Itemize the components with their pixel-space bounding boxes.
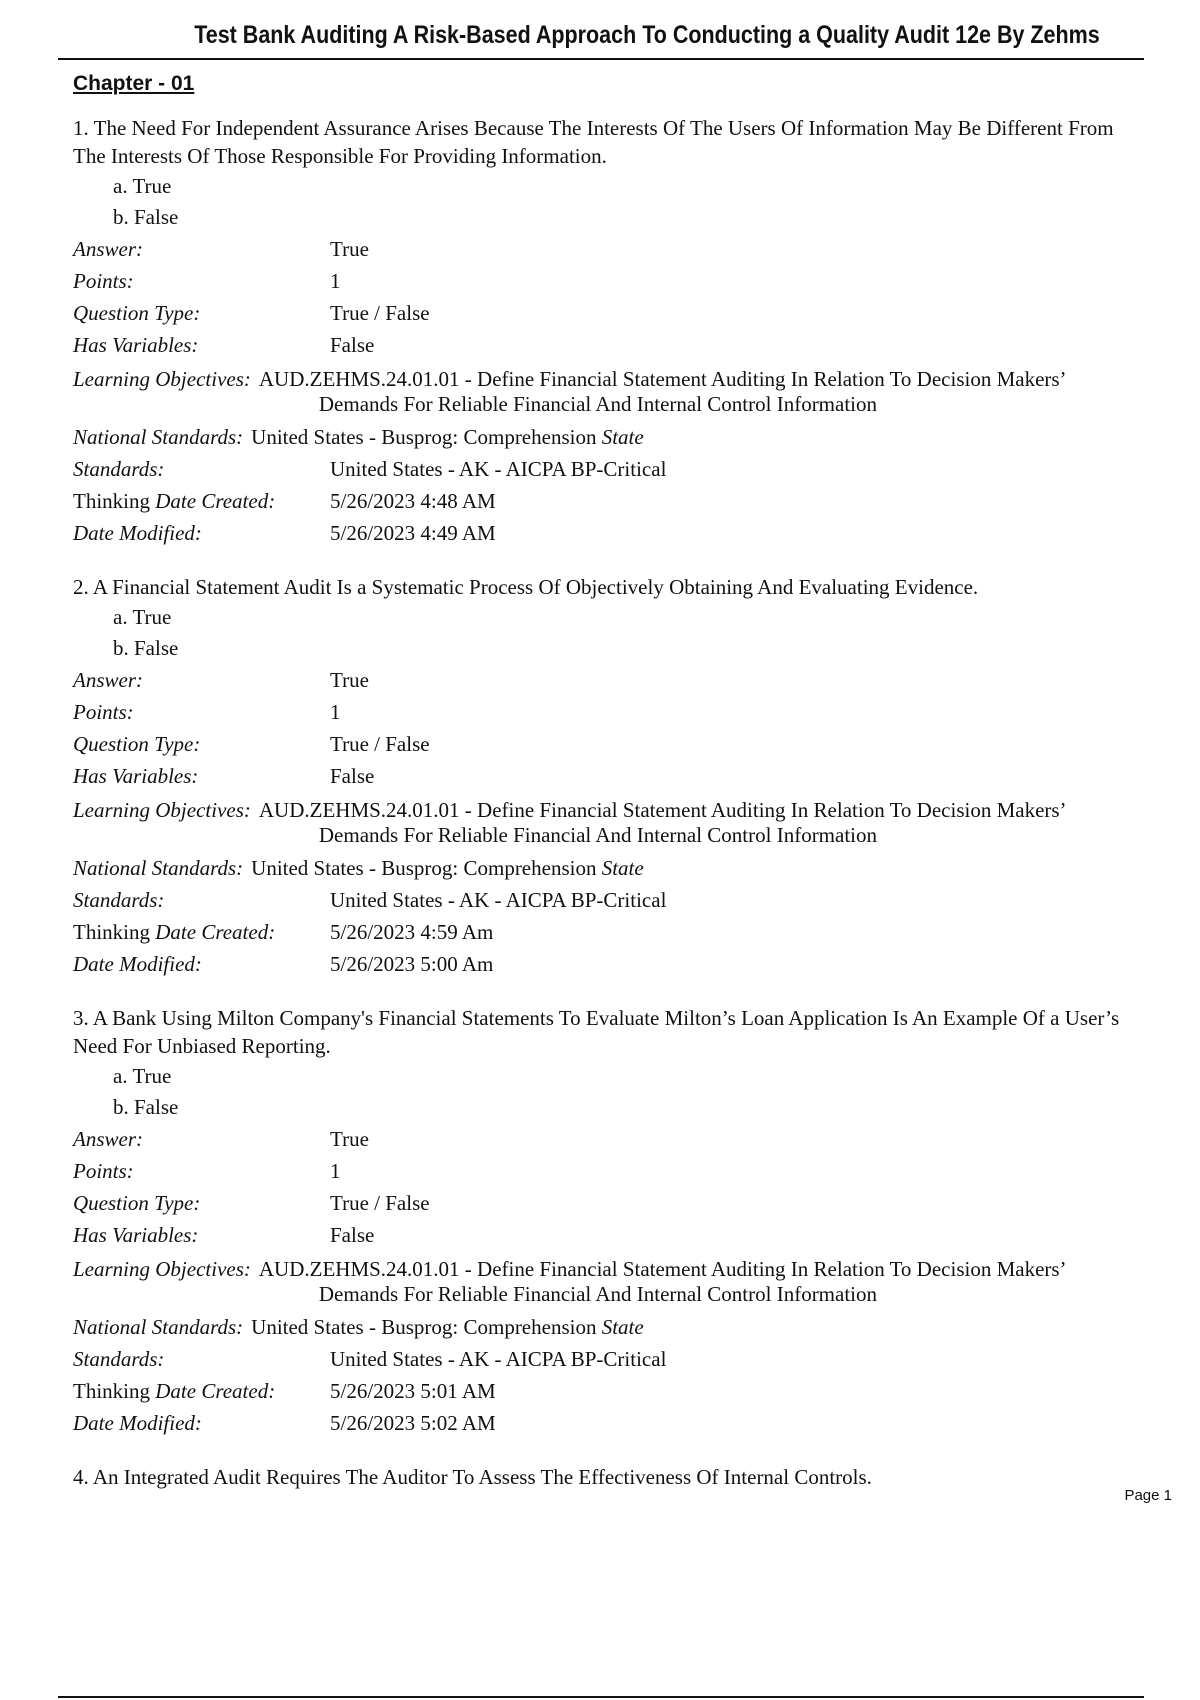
standards-row <box>73 886 1133 918</box>
thinking-label: Thinking <box>73 489 150 513</box>
standards-value: United States - AK - AICPA BP-Critical <box>330 457 667 481</box>
answer-value: True <box>330 1127 369 1151</box>
points-row <box>73 698 1133 730</box>
answer-choices <box>113 602 1133 664</box>
learning-objective-line-1: AUD.ZEHMS.24.01.01 - Define Financial Statement Auditing In Relation To Decision Makers’ <box>258 367 1067 391</box>
page-number: Page 1 <box>1124 1487 1172 1504</box>
answer-label: Answer: <box>73 1127 143 1151</box>
state-label: State <box>601 856 644 880</box>
answer-row <box>73 235 1133 267</box>
question-list <box>73 114 1133 1513</box>
date-created-row <box>73 1377 1133 1409</box>
chapter-heading: Chapter - 01 <box>73 72 195 95</box>
choice-a: a. True <box>113 1064 172 1088</box>
date-modified-value: 5/26/2023 5:02 AM <box>330 1411 496 1435</box>
points-value: 1 <box>330 269 341 293</box>
learning-objectives-value <box>259 1257 1133 1307</box>
choice-b: b. False <box>113 205 179 229</box>
date-modified-value: 5/26/2023 4:49 AM <box>330 521 496 545</box>
date-created-label: Date Created: <box>155 920 276 944</box>
date-modified-label: Date Modified: <box>73 1411 202 1435</box>
choice-b: b. False <box>113 1095 179 1119</box>
points-label: Points: <box>73 269 134 293</box>
date-modified-row <box>73 1409 1133 1441</box>
learning-objectives-label: Learning Objectives: <box>73 1257 251 1281</box>
footer-rule <box>58 1696 1144 1698</box>
standards-label: Standards: <box>73 1347 165 1371</box>
date-modified-value: 5/26/2023 5:00 Am <box>330 952 494 976</box>
points-row <box>73 1157 1133 1189</box>
answer-value: True <box>330 668 369 692</box>
national-standards-label: National Standards: <box>73 856 244 880</box>
national-standards-value: United States - Busprog: Comprehension <box>251 425 597 449</box>
date-created-label-wrap <box>73 487 330 515</box>
learning-objective-line-2: Demands For Reliable Financial And Internal Control Information <box>318 1282 878 1306</box>
choice-a: a. True <box>113 174 172 198</box>
state-label: State <box>601 425 644 449</box>
date-modified-label: Date Modified: <box>73 952 202 976</box>
date-created-label: Date Created: <box>155 1379 276 1403</box>
points-label: Points: <box>73 700 134 724</box>
date-created-value: 5/26/2023 4:48 AM <box>330 489 496 513</box>
date-created-value: 5/26/2023 4:59 Am <box>330 920 494 944</box>
question-text: 1. The Need For Independent Assurance Arises Because The Interests Of The Users Of Information May Be Different From The Interests Of Those Responsible For Providing Information. <box>73 116 1114 168</box>
answer-label: Answer: <box>73 668 143 692</box>
has-variables-value: False <box>330 764 375 788</box>
has-variables-label: Has Variables: <box>73 764 199 788</box>
points-label: Points: <box>73 1159 134 1183</box>
has-variables-row <box>73 762 1133 794</box>
date-modified-row <box>73 519 1133 551</box>
question-type-label: Question Type: <box>73 301 201 325</box>
learning-objectives-row <box>73 1253 1133 1313</box>
date-created-label-wrap <box>73 918 330 946</box>
answer-row <box>73 1125 1133 1157</box>
answer-choices <box>113 171 1133 233</box>
choice-b: b. False <box>113 636 179 660</box>
state-label: State <box>601 1315 644 1339</box>
question-type-value: True / False <box>330 732 430 756</box>
answer-label: Answer: <box>73 237 143 261</box>
points-value: 1 <box>330 700 341 724</box>
learning-objectives-label: Learning Objectives: <box>73 798 251 822</box>
national-standards-row <box>73 423 1133 455</box>
thinking-label: Thinking <box>73 920 150 944</box>
national-standards-value: United States - Busprog: Comprehension <box>251 856 597 880</box>
question-4 <box>73 1463 1133 1491</box>
has-variables-row <box>73 331 1133 363</box>
question-type-label: Question Type: <box>73 732 201 756</box>
standards-label: Standards: <box>73 888 165 912</box>
learning-objectives-value <box>259 798 1133 848</box>
date-created-label-wrap <box>73 1377 330 1405</box>
choice-a: a. True <box>113 605 172 629</box>
national-standards-value-wrap <box>251 854 1133 882</box>
page-header <box>58 18 1144 60</box>
learning-objective-line-2: Demands For Reliable Financial And Internal Control Information <box>318 392 878 416</box>
standards-value: United States - AK - AICPA BP-Critical <box>330 1347 667 1371</box>
has-variables-row <box>73 1221 1133 1253</box>
question-type-row <box>73 299 1133 331</box>
national-standards-label: National Standards: <box>73 1315 244 1339</box>
question-3 <box>73 1004 1133 1441</box>
standards-label: Standards: <box>73 457 165 481</box>
has-variables-label: Has Variables: <box>73 333 199 357</box>
question-text: 3. A Bank Using Milton Company's Financial Statements To Evaluate Milton’s Loan Application Is An Example Of a User’s Need For Unbiased Reporting. <box>73 1006 1120 1058</box>
standards-row <box>73 1345 1133 1377</box>
national-standards-value-wrap <box>251 1313 1133 1341</box>
has-variables-label: Has Variables: <box>73 1223 199 1247</box>
has-variables-value: False <box>330 1223 375 1247</box>
question-type-value: True / False <box>330 301 430 325</box>
national-standards-label: National Standards: <box>73 425 244 449</box>
answer-row <box>73 666 1133 698</box>
answer-choices <box>113 1061 1133 1123</box>
document-title: Test Bank Auditing A Risk-Based Approach To Conducting a Quality Audit 12e By Zehms <box>194 21 1100 49</box>
question-1 <box>73 114 1133 551</box>
thinking-label: Thinking <box>73 1379 150 1403</box>
learning-objective-line-2: Demands For Reliable Financial And Internal Control Information <box>318 823 878 847</box>
has-variables-value: False <box>330 333 375 357</box>
points-value: 1 <box>330 1159 341 1183</box>
question-text: 2. A Financial Statement Audit Is a Systematic Process Of Objectively Obtaining And Evaluating Evidence. <box>73 575 979 599</box>
answer-value: True <box>330 237 369 261</box>
date-created-label: Date Created: <box>155 489 276 513</box>
question-2 <box>73 573 1133 982</box>
question-type-value: True / False <box>330 1191 430 1215</box>
question-text: 4. An Integrated Audit Requires The Auditor To Assess The Effectiveness Of Internal Controls. <box>73 1465 872 1489</box>
learning-objective-line-1: AUD.ZEHMS.24.01.01 - Define Financial Statement Auditing In Relation To Decision Makers’ <box>258 1257 1067 1281</box>
learning-objectives-label: Learning Objectives: <box>73 367 251 391</box>
question-type-label: Question Type: <box>73 1191 201 1215</box>
learning-objectives-value <box>259 367 1133 417</box>
learning-objectives-row <box>73 363 1133 423</box>
standards-value: United States - AK - AICPA BP-Critical <box>330 888 667 912</box>
date-created-row <box>73 918 1133 950</box>
question-type-row <box>73 1189 1133 1221</box>
national-standards-row <box>73 854 1133 886</box>
date-created-value: 5/26/2023 5:01 AM <box>330 1379 496 1403</box>
points-row <box>73 267 1133 299</box>
national-standards-value: United States - Busprog: Comprehension <box>251 1315 597 1339</box>
date-modified-label: Date Modified: <box>73 521 202 545</box>
learning-objectives-row <box>73 794 1133 854</box>
national-standards-value-wrap <box>251 423 1133 451</box>
standards-row <box>73 455 1133 487</box>
date-modified-row <box>73 950 1133 982</box>
question-type-row <box>73 730 1133 762</box>
learning-objective-line-1: AUD.ZEHMS.24.01.01 - Define Financial Statement Auditing In Relation To Decision Makers’ <box>258 798 1067 822</box>
national-standards-row <box>73 1313 1133 1345</box>
date-created-row <box>73 487 1133 519</box>
